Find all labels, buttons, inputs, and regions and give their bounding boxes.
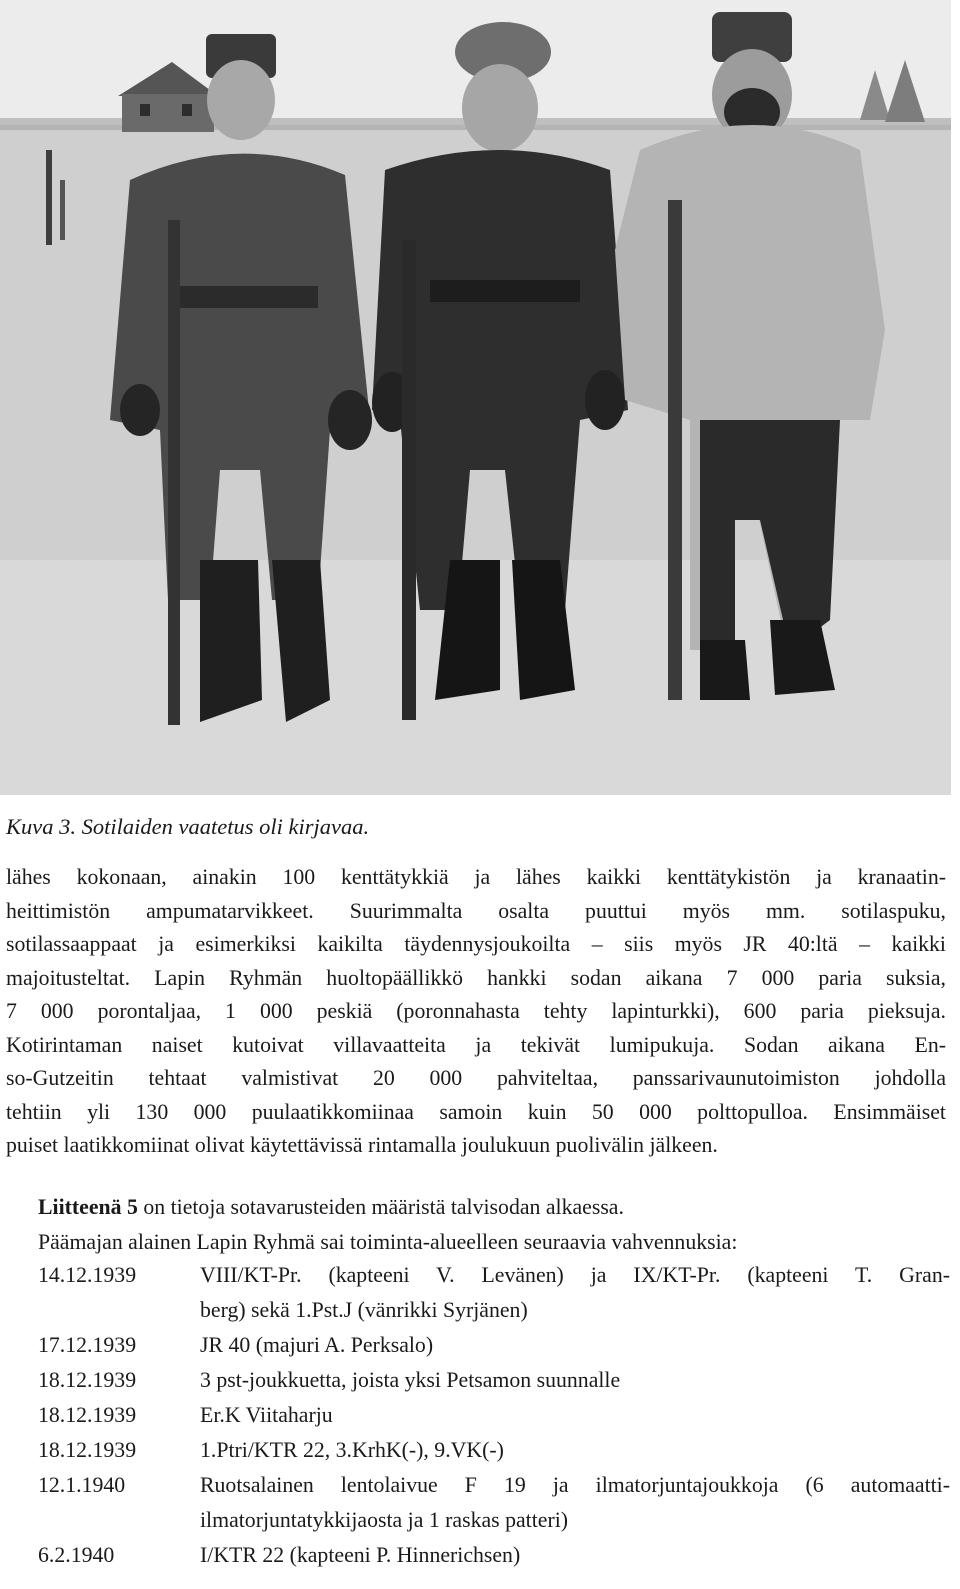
item-date: 18.12.1939: [38, 1403, 137, 1427]
item-date: 6.2.1940: [38, 1543, 115, 1567]
list-item: [38, 1398, 950, 1433]
item-date: 18.12.1939: [38, 1438, 137, 1462]
appendix-line: [38, 1190, 950, 1225]
paragraph-line: 7 000 porontaljaa, 1 000 peskiä (poronnahasta tehty lapinturkki), 600 paria pieksuja.: [6, 999, 946, 1023]
item-description: [200, 1328, 950, 1363]
item-date: 17.12.1939: [38, 1333, 137, 1357]
body-paragraph: [6, 861, 946, 1163]
item-line: Er.K Viitaharju: [200, 1403, 333, 1427]
list-item: [38, 1363, 950, 1398]
item-date: 14.12.1939: [38, 1263, 137, 1287]
item-date: 18.12.1939: [38, 1368, 137, 1392]
item-line: ilmatorjuntatykkijaosta ja 1 raskas patteri): [200, 1508, 569, 1532]
paragraph-line: so-Gutzeitin tehtaat valmistivat 20 000 pahviteltaa, panssarivaunutoimiston johdolla: [6, 1066, 946, 1090]
item-description: [200, 1398, 950, 1433]
item-date: 12.1.1940: [38, 1473, 126, 1497]
paragraph-line: Kotirintaman naiset kutoivat villavaatteita ja tekivät lumipukuja. Sodan aikana En-: [6, 1032, 946, 1057]
list-item: [38, 1538, 950, 1573]
paragraph-line: tehtiin yli 130 000 puulaatikkomiinaa samoin kuin 50 000 polttopulloa. Ensimmäiset: [6, 1099, 946, 1124]
item-line: 1.Ptri/KTR 22, 3.KrhK(-), 9.VK(-): [200, 1438, 504, 1462]
photo-three-soldiers: [0, 0, 951, 795]
list-item: [38, 1433, 950, 1468]
list-item: [38, 1328, 950, 1363]
paragraph-line: puiset laatikkomiinat olivat käytettävissä rintamalla joulukuun puolivälin jälkeen.: [6, 1133, 718, 1157]
item-line: berg) sekä 1.Pst.J (vänrikki Syrjänen): [200, 1298, 528, 1322]
item-line: Ruotsalainen lentolaivue F 19 ja ilmatorjuntajoukkoja (6 automaatti-: [200, 1473, 950, 1497]
list-item: [38, 1258, 950, 1328]
item-line: I/KTR 22 (kapteeni P. Hinnerichsen): [200, 1543, 521, 1567]
paragraph-line: lähes kokonaan, ainakin 100 kenttätykkiä ja lähes kaikki kenttätykistön ja kranaatin-: [6, 865, 946, 889]
intro-line: Päämajan alainen Lapin Ryhmä sai toiminta-alueelleen seuraavia vahvennuksia:: [38, 1230, 738, 1254]
item-line: JR 40 (majuri A. Perksalo): [200, 1333, 434, 1357]
appendix-text: on tietoja sotavarusteiden määristä talvisodan alkaessa.: [137, 1195, 624, 1219]
paragraph-line: majoitusteltat. Lapin Ryhmän huoltopäällikkö hankki sodan aikana 7 000 paria suksia,: [6, 965, 946, 990]
list-item: [38, 1468, 950, 1538]
photo-illustration: [0, 0, 951, 795]
figure-caption: Kuva 3. Sotilaiden vaatetus oli kirjavaa.: [6, 814, 370, 839]
item-description: [200, 1538, 950, 1573]
item-description: [200, 1468, 950, 1538]
paragraph-line: heittimistön ampumatarvikkeet. Suurimmalta osalta puuttui myös mm. sotilaspuku,: [6, 898, 946, 923]
appendix-note: [38, 1190, 950, 1260]
paragraph-line: sotilassaappaat ja esimerkiksi kaikilta täydennysjoukoilta – siis myös JR 40:ltä – kaikki: [6, 932, 946, 956]
reinforcements-list: [38, 1258, 950, 1573]
appendix-label: Liitteenä 5: [38, 1195, 138, 1219]
item-description: [200, 1433, 950, 1468]
item-line: VIII/KT-Pr. (kapteeni V. Levänen) ja IX/KT-Pr. (kapteeni T. Gran-: [200, 1263, 950, 1287]
item-description: [200, 1363, 950, 1398]
item-line: 3 pst-joukkuetta, joista yksi Petsamon suunnalle: [200, 1368, 621, 1392]
item-description: [200, 1258, 950, 1328]
